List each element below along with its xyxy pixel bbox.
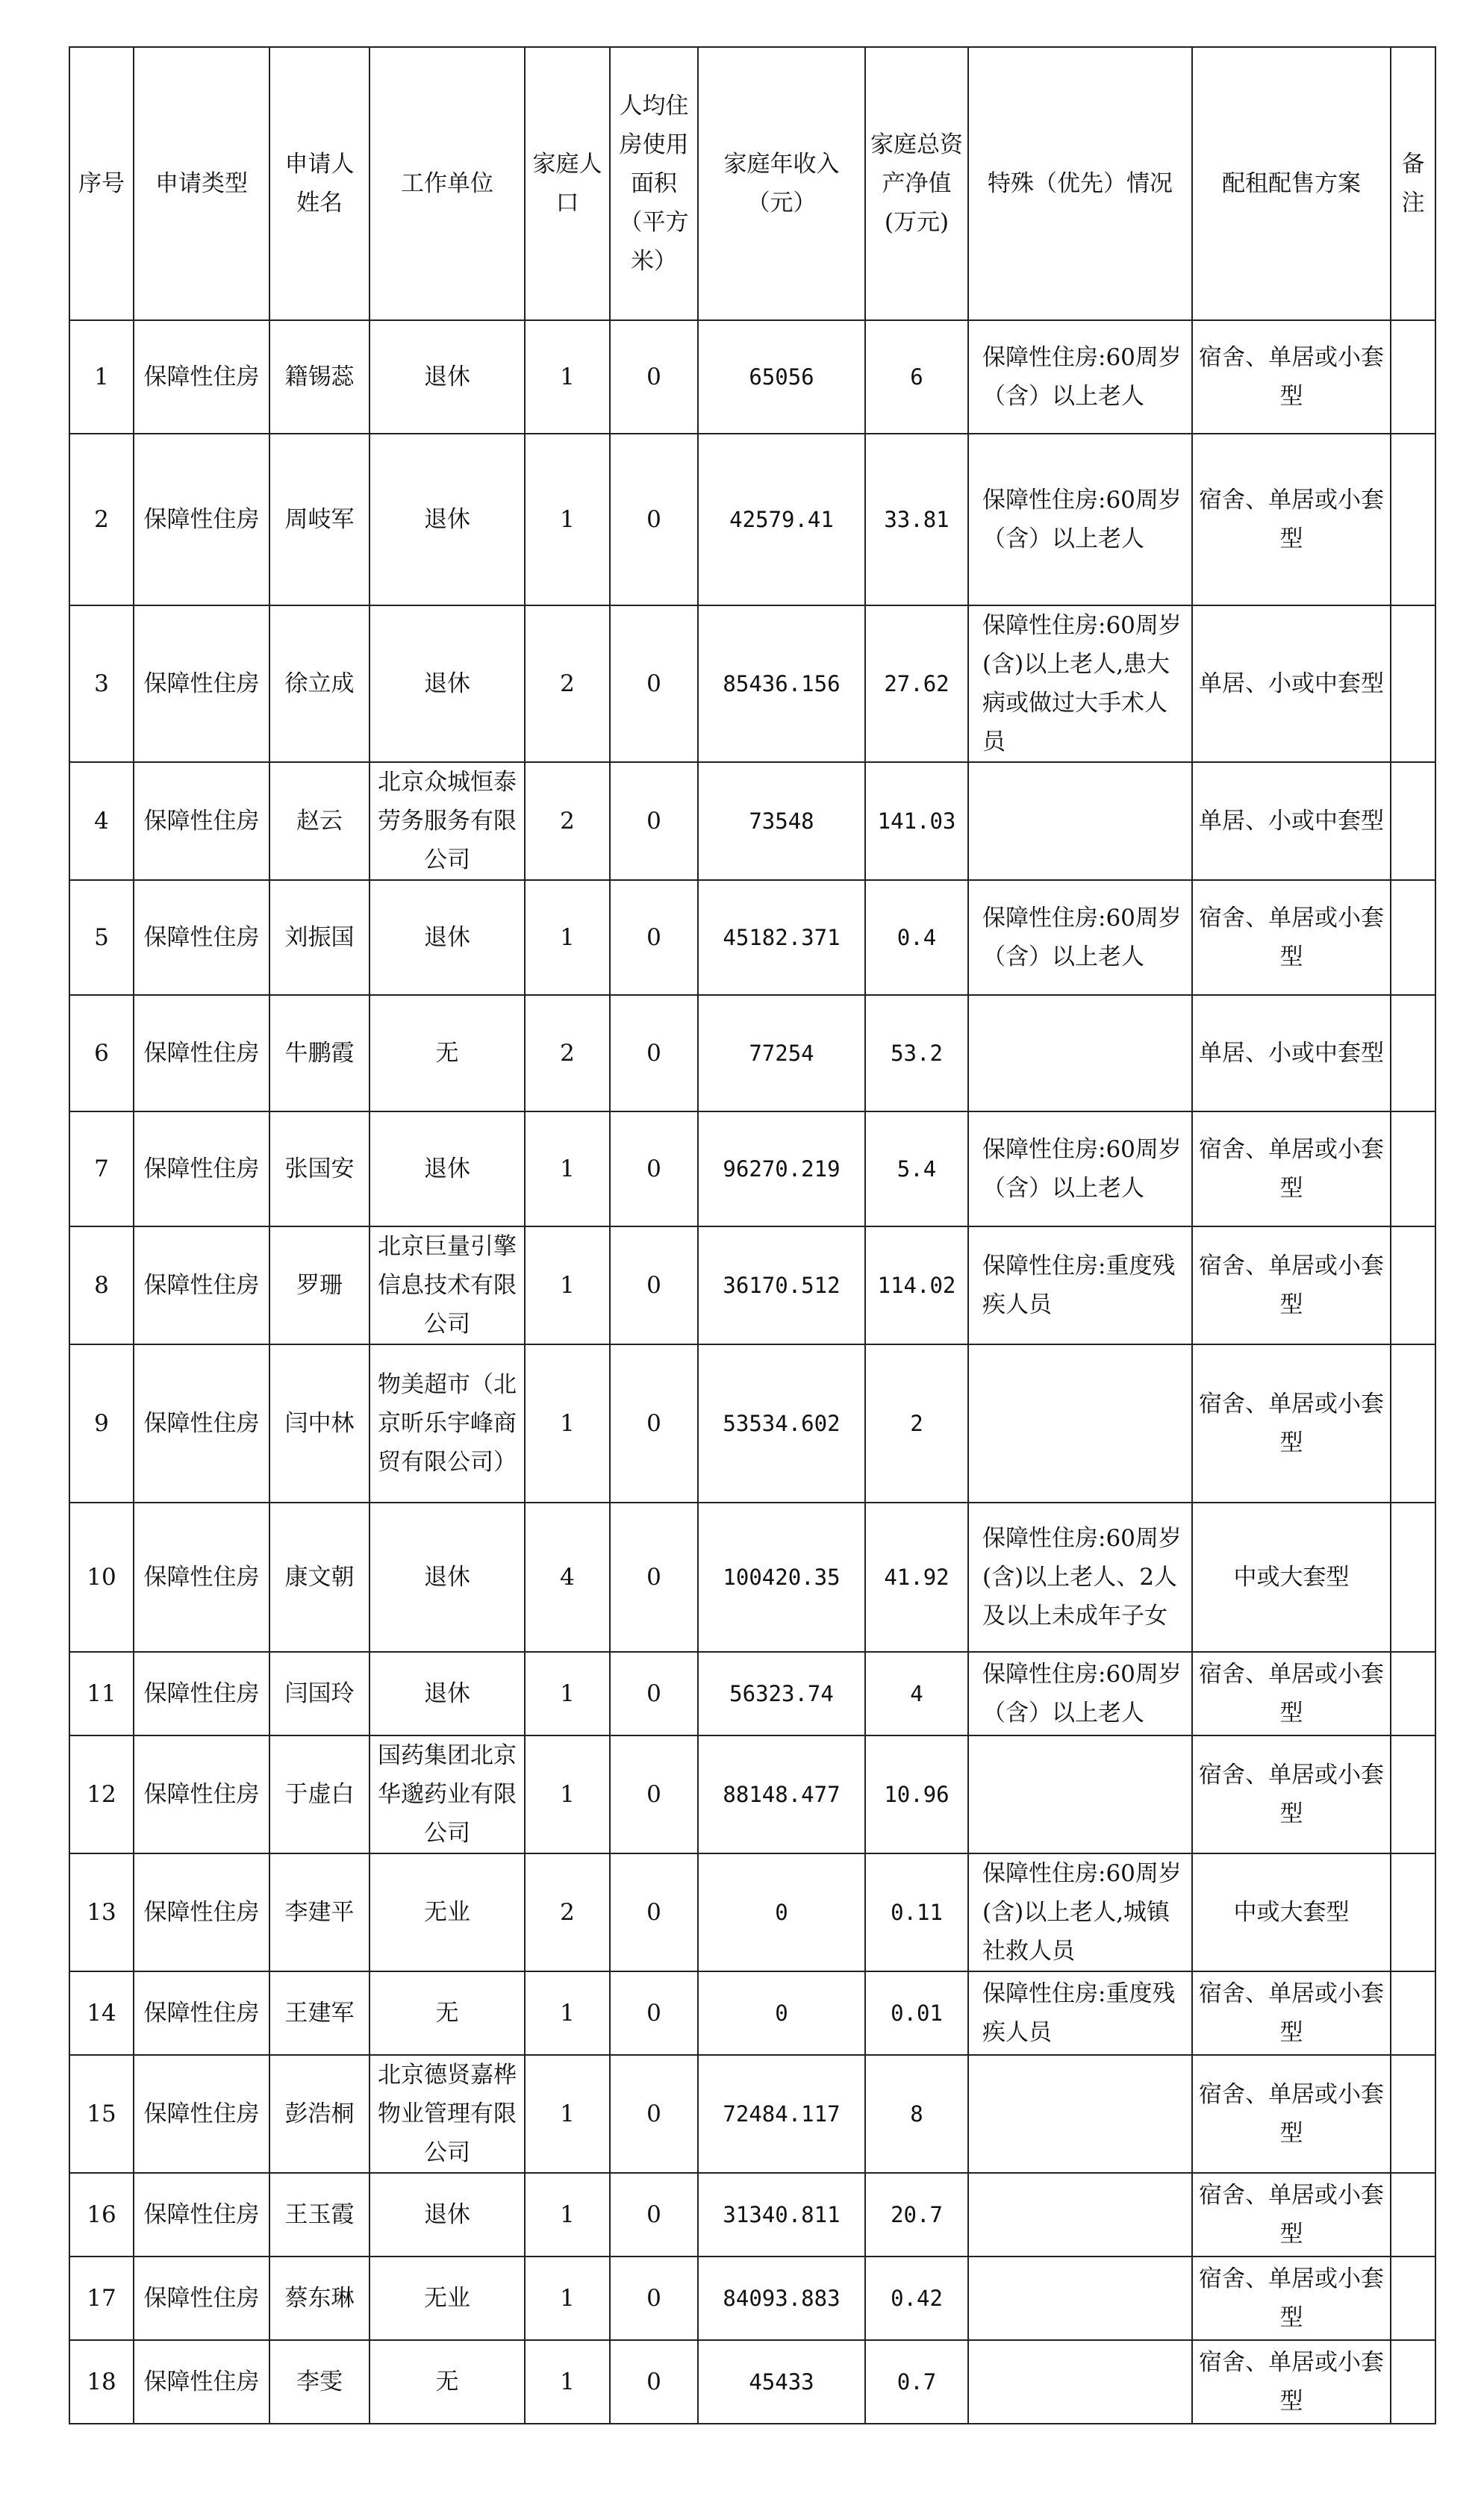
cell-plan: 宿舍、单居或小套型 — [1192, 1735, 1391, 1853]
cell-special: 保障性住房:重度残疾人员 — [968, 1971, 1192, 2055]
cell-household-size: 4 — [525, 1503, 610, 1652]
cell-no: 17 — [69, 2257, 134, 2340]
cell-employer: 退休 — [370, 320, 525, 434]
cell-no: 14 — [69, 1971, 134, 2055]
cell-household-size: 1 — [525, 1226, 610, 1344]
header-plan: 配租配售方案 — [1192, 47, 1391, 320]
cell-note — [1391, 2257, 1435, 2340]
cell-no: 7 — [69, 1111, 134, 1226]
cell-name: 李建平 — [269, 1853, 370, 1971]
cell-employer: 退休 — [370, 605, 525, 762]
header-name: 申请人姓名 — [269, 47, 370, 320]
cell-income: 88148.477 — [698, 1735, 865, 1853]
cell-assets: 6 — [865, 320, 968, 434]
cell-assets: 0.11 — [865, 1853, 968, 1971]
cell-household-size: 2 — [525, 605, 610, 762]
cell-plan: 宿舍、单居或小套型 — [1192, 2055, 1391, 2173]
cell-income: 72484.117 — [698, 2055, 865, 2173]
cell-employer: 无 — [370, 1971, 525, 2055]
cell-income: 84093.883 — [698, 2257, 865, 2340]
cell-no: 8 — [69, 1226, 134, 1344]
cell-plan: 宿舍、单居或小套型 — [1192, 434, 1391, 605]
cell-household-size: 1 — [525, 1344, 610, 1503]
cell-no: 4 — [69, 762, 134, 880]
cell-employer: 退休 — [370, 2173, 525, 2257]
cell-income: 45433 — [698, 2340, 865, 2424]
header-income: 家庭年收入（元） — [698, 47, 865, 320]
cell-income: 77254 — [698, 995, 865, 1111]
cell-special: 保障性住房:60周岁（含）以上老人 — [968, 880, 1192, 995]
cell-household-size: 1 — [525, 880, 610, 995]
cell-area: 0 — [610, 1226, 698, 1344]
cell-special — [968, 1735, 1192, 1853]
cell-plan: 宿舍、单居或小套型 — [1192, 1652, 1391, 1735]
cell-income: 53534.602 — [698, 1344, 865, 1503]
cell-type: 保障性住房 — [134, 1652, 269, 1735]
cell-name: 刘振国 — [269, 880, 370, 995]
cell-employer: 国药集团北京华邈药业有限公司 — [370, 1735, 525, 1853]
cell-area: 0 — [610, 1652, 698, 1735]
cell-note — [1391, 1226, 1435, 1344]
header-type: 申请类型 — [134, 47, 269, 320]
cell-note — [1391, 2340, 1435, 2424]
cell-area: 0 — [610, 1503, 698, 1652]
cell-no: 3 — [69, 605, 134, 762]
cell-note — [1391, 880, 1435, 995]
cell-type: 保障性住房 — [134, 762, 269, 880]
cell-household-size: 1 — [525, 1735, 610, 1853]
cell-area: 0 — [610, 605, 698, 762]
cell-income: 85436.156 — [698, 605, 865, 762]
cell-special — [968, 2173, 1192, 2257]
cell-plan: 宿舍、单居或小套型 — [1192, 320, 1391, 434]
cell-type: 保障性住房 — [134, 2173, 269, 2257]
cell-name: 彭浩桐 — [269, 2055, 370, 2173]
cell-household-size: 1 — [525, 1652, 610, 1735]
cell-employer: 无 — [370, 995, 525, 1111]
cell-assets: 141.03 — [865, 762, 968, 880]
cell-assets: 10.96 — [865, 1735, 968, 1853]
cell-note — [1391, 1971, 1435, 2055]
cell-employer: 退休 — [370, 434, 525, 605]
table-row — [69, 605, 1435, 762]
cell-type: 保障性住房 — [134, 2257, 269, 2340]
cell-employer: 物美超市（北京昕乐宇峰商贸有限公司） — [370, 1344, 525, 1503]
table-row — [69, 434, 1435, 605]
cell-assets: 0.4 — [865, 880, 968, 995]
cell-income: 56323.74 — [698, 1652, 865, 1735]
cell-name: 籍锡蕊 — [269, 320, 370, 434]
cell-note — [1391, 1735, 1435, 1853]
table-row — [69, 1735, 1435, 1853]
cell-note — [1391, 1344, 1435, 1503]
cell-employer: 北京德贤嘉桦物业管理有限公司 — [370, 2055, 525, 2173]
cell-type: 保障性住房 — [134, 434, 269, 605]
cell-plan: 宿舍、单居或小套型 — [1192, 2340, 1391, 2424]
cell-no: 2 — [69, 434, 134, 605]
cell-note — [1391, 1652, 1435, 1735]
cell-no: 12 — [69, 1735, 134, 1853]
cell-special — [968, 995, 1192, 1111]
cell-income: 73548 — [698, 762, 865, 880]
cell-area: 0 — [610, 762, 698, 880]
cell-note — [1391, 995, 1435, 1111]
table-row — [69, 1652, 1435, 1735]
cell-no: 5 — [69, 880, 134, 995]
cell-no: 13 — [69, 1853, 134, 1971]
cell-name: 赵云 — [269, 762, 370, 880]
cell-note — [1391, 1503, 1435, 1652]
cell-name: 闫国玲 — [269, 1652, 370, 1735]
cell-plan: 单居、小或中套型 — [1192, 995, 1391, 1111]
cell-area: 0 — [610, 320, 698, 434]
cell-name: 徐立成 — [269, 605, 370, 762]
cell-type: 保障性住房 — [134, 2055, 269, 2173]
header-employer: 工作单位 — [370, 47, 525, 320]
cell-name: 王建军 — [269, 1971, 370, 2055]
cell-special — [968, 762, 1192, 880]
cell-income: 100420.35 — [698, 1503, 865, 1652]
cell-plan: 宿舍、单居或小套型 — [1192, 1111, 1391, 1226]
cell-type: 保障性住房 — [134, 320, 269, 434]
cell-area: 0 — [610, 1735, 698, 1853]
cell-household-size: 1 — [525, 1971, 610, 2055]
cell-employer: 无 — [370, 2340, 525, 2424]
cell-plan: 宿舍、单居或小套型 — [1192, 2173, 1391, 2257]
cell-special: 保障性住房:60周岁(含)以上老人、2人及以上未成年子女 — [968, 1503, 1192, 1652]
cell-area: 0 — [610, 2173, 698, 2257]
cell-no: 11 — [69, 1652, 134, 1735]
cell-household-size: 1 — [525, 2257, 610, 2340]
table-row — [69, 1503, 1435, 1652]
cell-income: 42579.41 — [698, 434, 865, 605]
cell-special — [968, 1344, 1192, 1503]
cell-name: 周岐军 — [269, 434, 370, 605]
cell-area: 0 — [610, 2340, 698, 2424]
cell-employer: 北京众城恒泰劳务服务有限公司 — [370, 762, 525, 880]
cell-special: 保障性住房:60周岁(含)以上老人,患大病或做过大手术人员 — [968, 605, 1192, 762]
cell-special: 保障性住房:60周岁（含）以上老人 — [968, 1111, 1192, 1226]
header-note: 备注 — [1391, 47, 1435, 320]
cell-household-size: 2 — [525, 1853, 610, 1971]
table-row — [69, 2340, 1435, 2424]
cell-type: 保障性住房 — [134, 605, 269, 762]
cell-income: 36170.512 — [698, 1226, 865, 1344]
cell-type: 保障性住房 — [134, 1853, 269, 1971]
cell-plan: 宿舍、单居或小套型 — [1192, 880, 1391, 995]
cell-income: 0 — [698, 1971, 865, 2055]
cell-plan: 单居、小或中套型 — [1192, 605, 1391, 762]
cell-employer: 退休 — [370, 1111, 525, 1226]
cell-note — [1391, 605, 1435, 762]
cell-type: 保障性住房 — [134, 1344, 269, 1503]
cell-type: 保障性住房 — [134, 1735, 269, 1853]
cell-assets: 4 — [865, 1652, 968, 1735]
cell-area: 0 — [610, 434, 698, 605]
cell-special — [968, 2257, 1192, 2340]
header-assets: 家庭总资产净值(万元) — [865, 47, 968, 320]
cell-assets: 8 — [865, 2055, 968, 2173]
table-row — [69, 1226, 1435, 1344]
table-row — [69, 2055, 1435, 2173]
cell-name: 张国安 — [269, 1111, 370, 1226]
cell-no: 1 — [69, 320, 134, 434]
cell-name: 牛鹏霞 — [269, 995, 370, 1111]
table-row — [69, 2257, 1435, 2340]
table-row — [69, 995, 1435, 1111]
cell-employer: 无业 — [370, 1853, 525, 1971]
cell-employer: 北京巨量引擎信息技术有限公司 — [370, 1226, 525, 1344]
header-area: 人均住房使用面积（平方米） — [610, 47, 698, 320]
cell-note — [1391, 320, 1435, 434]
cell-special — [968, 2055, 1192, 2173]
cell-household-size: 2 — [525, 762, 610, 880]
cell-type: 保障性住房 — [134, 1503, 269, 1652]
cell-assets: 0.01 — [865, 1971, 968, 2055]
cell-income: 45182.371 — [698, 880, 865, 995]
cell-note — [1391, 434, 1435, 605]
cell-note — [1391, 2055, 1435, 2173]
cell-area: 0 — [610, 2257, 698, 2340]
table-row — [69, 1344, 1435, 1503]
cell-special — [968, 2340, 1192, 2424]
cell-special: 保障性住房:60周岁（含）以上老人 — [968, 434, 1192, 605]
cell-name: 李雯 — [269, 2340, 370, 2424]
cell-plan: 宿舍、单居或小套型 — [1192, 1226, 1391, 1344]
cell-income: 31340.811 — [698, 2173, 865, 2257]
cell-special: 保障性住房:60周岁（含）以上老人 — [968, 320, 1192, 434]
table-row — [69, 320, 1435, 434]
table-body — [69, 320, 1435, 2424]
cell-special: 保障性住房:60周岁（含）以上老人 — [968, 1652, 1192, 1735]
cell-no: 16 — [69, 2173, 134, 2257]
cell-type: 保障性住房 — [134, 2340, 269, 2424]
cell-assets: 33.81 — [865, 434, 968, 605]
cell-name: 康文朝 — [269, 1503, 370, 1652]
cell-assets: 0.7 — [865, 2340, 968, 2424]
cell-plan: 宿舍、单居或小套型 — [1192, 1344, 1391, 1503]
cell-assets: 20.7 — [865, 2173, 968, 2257]
cell-employer: 退休 — [370, 880, 525, 995]
cell-area: 0 — [610, 880, 698, 995]
housing-applicant-table — [69, 46, 1436, 2424]
cell-no: 10 — [69, 1503, 134, 1652]
table-row — [69, 2173, 1435, 2257]
cell-assets: 53.2 — [865, 995, 968, 1111]
cell-assets: 5.4 — [865, 1111, 968, 1226]
cell-name: 闫中林 — [269, 1344, 370, 1503]
cell-household-size: 2 — [525, 995, 610, 1111]
cell-assets: 27.62 — [865, 605, 968, 762]
cell-type: 保障性住房 — [134, 1971, 269, 2055]
cell-name: 于虚白 — [269, 1735, 370, 1853]
table-row — [69, 1111, 1435, 1226]
cell-area: 0 — [610, 1853, 698, 1971]
cell-type: 保障性住房 — [134, 1226, 269, 1344]
cell-note — [1391, 1111, 1435, 1226]
cell-plan: 单居、小或中套型 — [1192, 762, 1391, 880]
cell-name: 蔡东琳 — [269, 2257, 370, 2340]
cell-household-size: 1 — [525, 2340, 610, 2424]
cell-assets: 114.02 — [865, 1226, 968, 1344]
cell-assets: 41.92 — [865, 1503, 968, 1652]
cell-type: 保障性住房 — [134, 995, 269, 1111]
cell-household-size: 1 — [525, 2173, 610, 2257]
table-row — [69, 762, 1435, 880]
cell-name: 罗珊 — [269, 1226, 370, 1344]
table-row — [69, 1971, 1435, 2055]
cell-area: 0 — [610, 2055, 698, 2173]
header-no: 序号 — [69, 47, 134, 320]
cell-no: 15 — [69, 2055, 134, 2173]
header-special: 特殊（优先）情况 — [968, 47, 1192, 320]
table-row — [69, 1853, 1435, 1971]
cell-area: 0 — [610, 1111, 698, 1226]
cell-employer: 无业 — [370, 2257, 525, 2340]
cell-note — [1391, 1853, 1435, 1971]
cell-area: 0 — [610, 1971, 698, 2055]
cell-no: 9 — [69, 1344, 134, 1503]
cell-income: 0 — [698, 1853, 865, 1971]
cell-note — [1391, 762, 1435, 880]
cell-assets: 0.42 — [865, 2257, 968, 2340]
header-household-size: 家庭人口 — [525, 47, 610, 320]
table-row — [69, 880, 1435, 995]
cell-plan: 中或大套型 — [1192, 1503, 1391, 1652]
cell-type: 保障性住房 — [134, 880, 269, 995]
cell-note — [1391, 2173, 1435, 2257]
cell-no: 18 — [69, 2340, 134, 2424]
cell-special: 保障性住房:60周岁(含)以上老人,城镇社救人员 — [968, 1853, 1192, 1971]
cell-plan: 宿舍、单居或小套型 — [1192, 2257, 1391, 2340]
cell-area: 0 — [610, 995, 698, 1111]
cell-employer: 退休 — [370, 1503, 525, 1652]
cell-income: 65056 — [698, 320, 865, 434]
cell-no: 6 — [69, 995, 134, 1111]
cell-income: 96270.219 — [698, 1111, 865, 1226]
cell-household-size: 1 — [525, 434, 610, 605]
header-row — [69, 47, 1435, 320]
cell-assets: 2 — [865, 1344, 968, 1503]
cell-household-size: 1 — [525, 320, 610, 434]
cell-name: 王玉霞 — [269, 2173, 370, 2257]
cell-employer: 退休 — [370, 1652, 525, 1735]
cell-household-size: 1 — [525, 1111, 610, 1226]
cell-area: 0 — [610, 1344, 698, 1503]
cell-special: 保障性住房:重度残疾人员 — [968, 1226, 1192, 1344]
cell-plan: 宿舍、单居或小套型 — [1192, 1971, 1391, 2055]
cell-plan: 中或大套型 — [1192, 1853, 1391, 1971]
cell-household-size: 1 — [525, 2055, 610, 2173]
cell-type: 保障性住房 — [134, 1111, 269, 1226]
